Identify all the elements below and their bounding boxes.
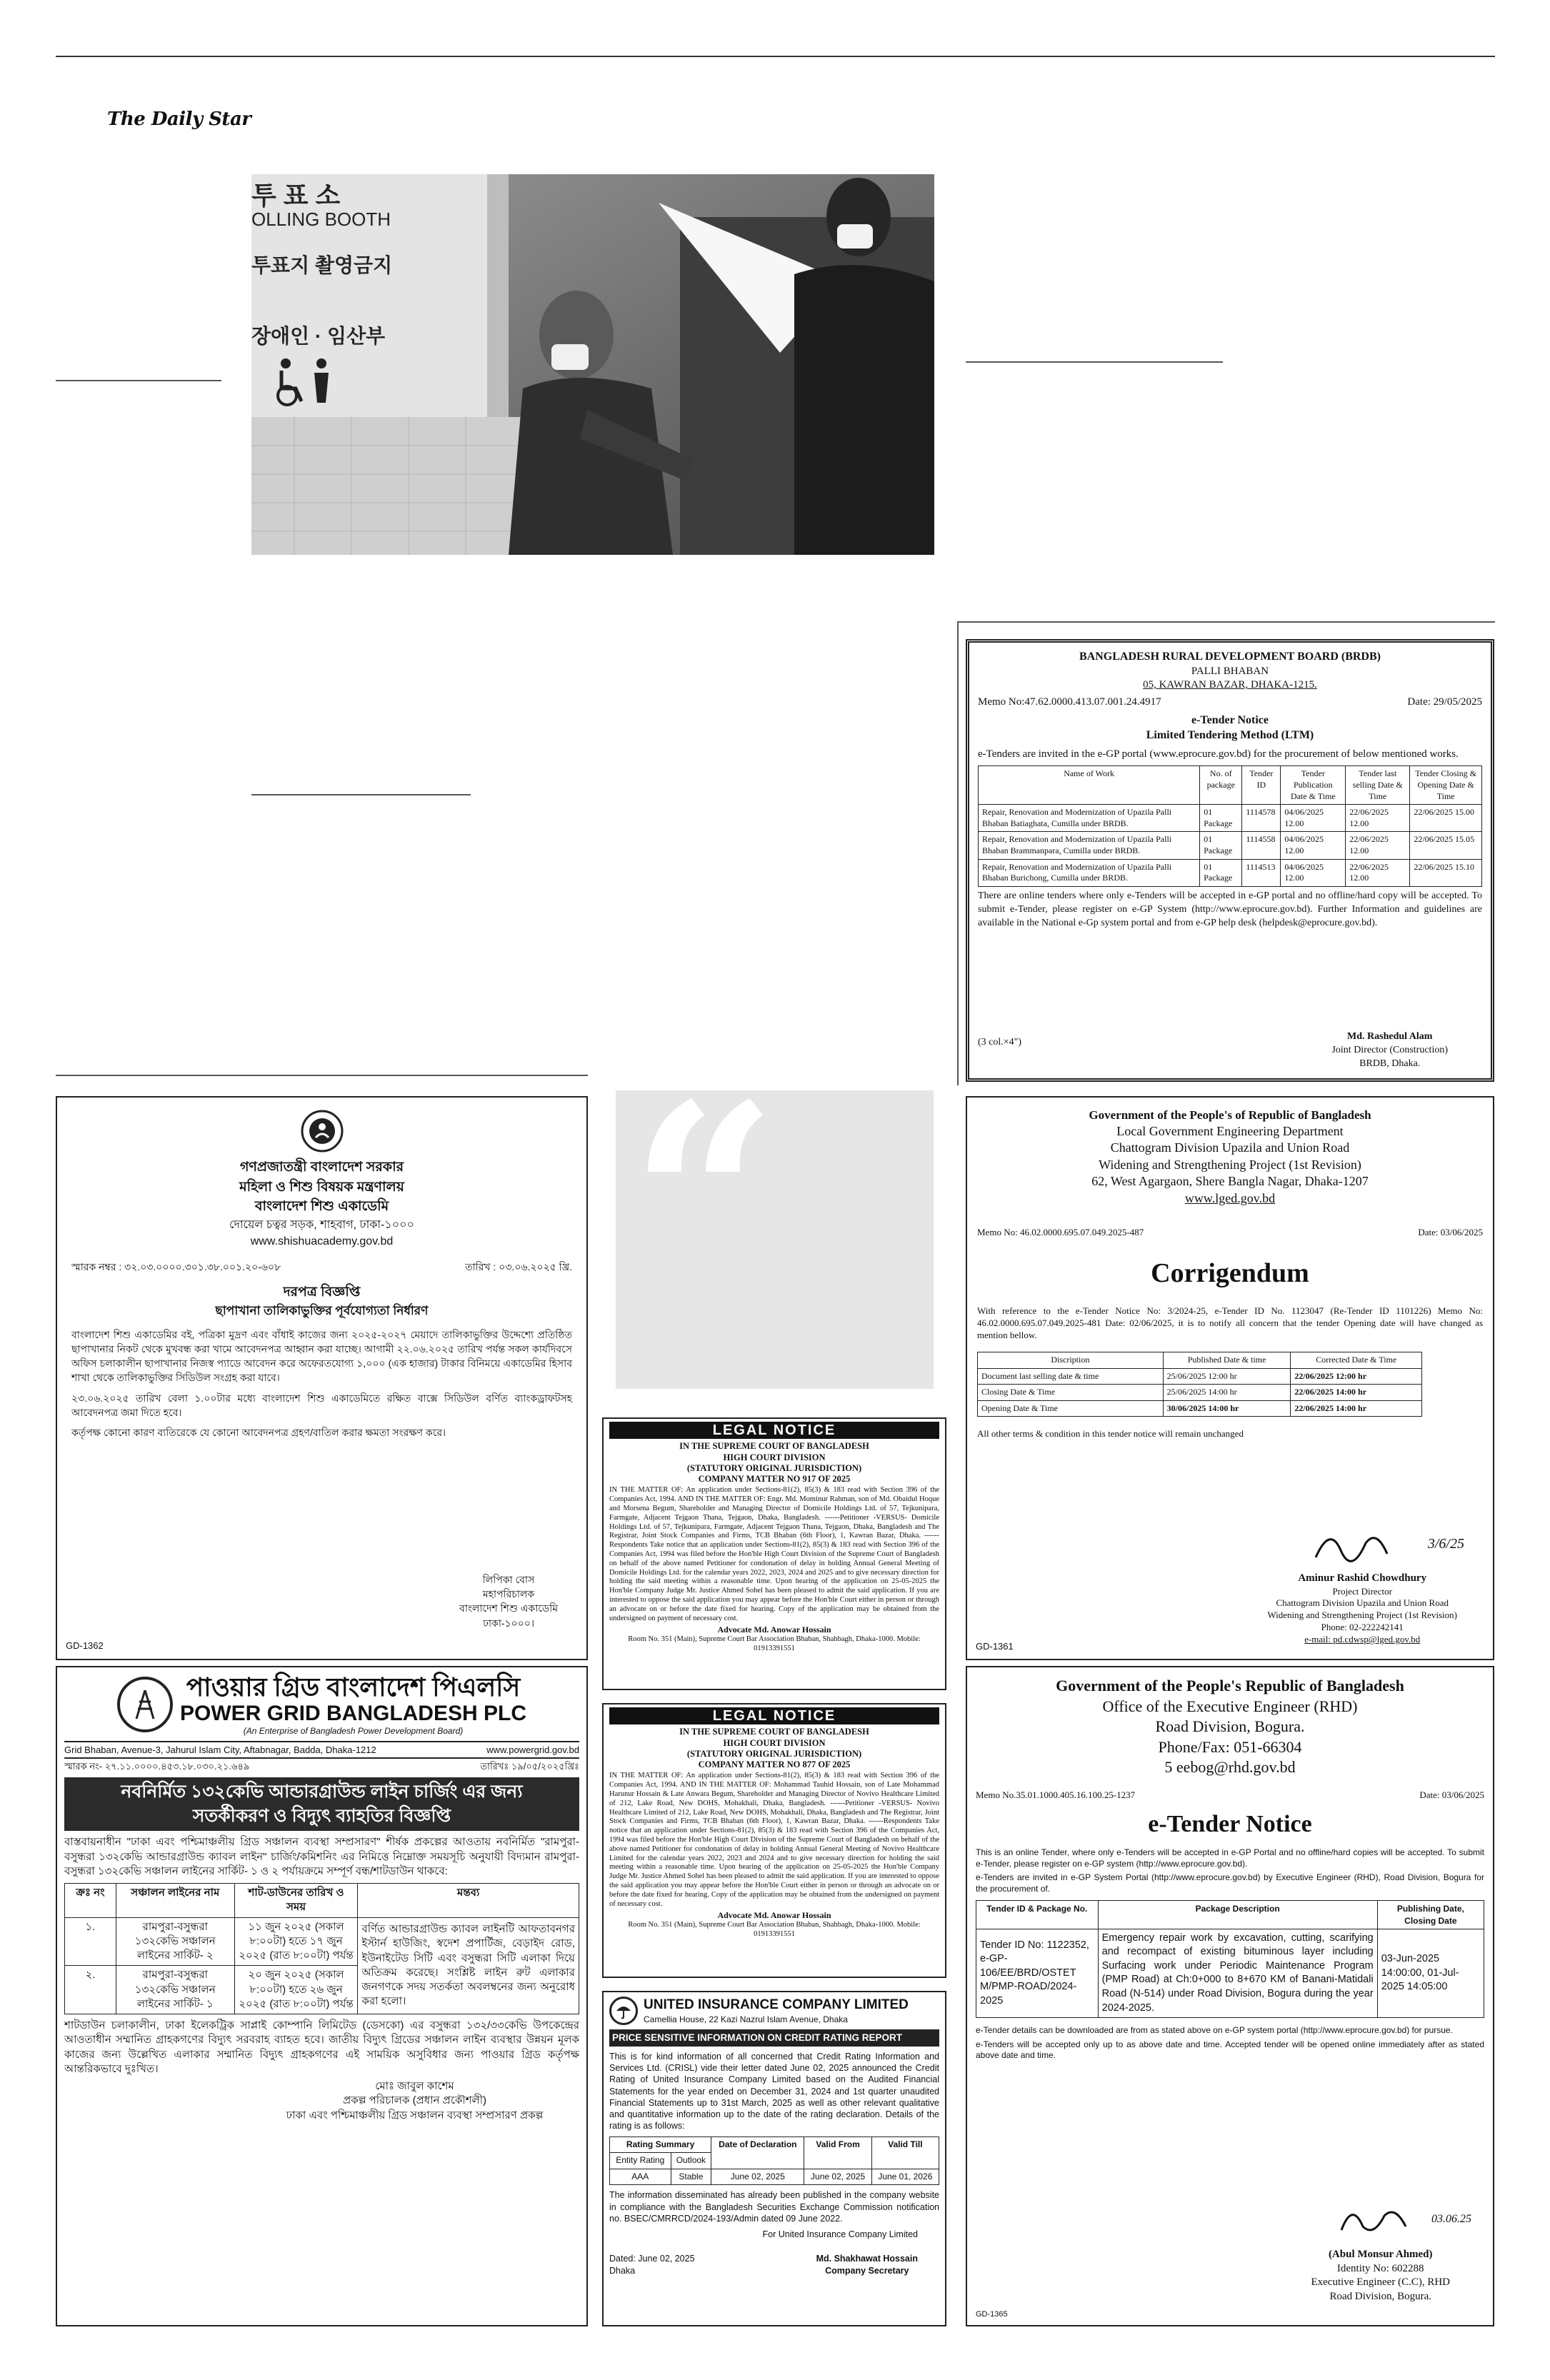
- uicl-place: Dhaka: [609, 2265, 636, 2276]
- brdb-date: Date: 29/05/2025: [1407, 696, 1482, 708]
- rhd-sign-t1: Executive Engineer (C.C), RHD: [1311, 2276, 1450, 2288]
- lged-table: [977, 1352, 1422, 1417]
- legal1-addr: Room No. 351 (Main), Supreme Court Bar Association Bhaban, Shahbagh, Dhaka-1000. Mobile: 01913391551: [628, 1635, 921, 1652]
- table-header: Tender ID: [1242, 766, 1281, 805]
- pgcb-memo: স্মারক নং- ২৭.১১.০০০০.৪৫৩.১৮.০৩০.২১.৬৪৯: [64, 1761, 250, 1772]
- shishu-memo: স্মারক নম্বর : ৩২.০৩.০০০০.৩০১.৩৮.০০১.২০-৬০৮: [71, 1261, 281, 1273]
- legal2-adv: Advocate Md. Anowar Hossain: [717, 1910, 831, 1921]
- shishu-line5: www.shishuacademy.gov.bd: [250, 1235, 394, 1247]
- table-header: শাট-ডাউনের তারিখ ও সময়: [234, 1884, 358, 1918]
- rhd-signature: [1311, 2198, 1471, 2248]
- brdb-title1: e-Tender Notice: [1191, 714, 1269, 727]
- table-header-row: [65, 1884, 579, 1918]
- table-cell: Repair, Renovation and Modernization of Upazila Palli Bhaban Burichong, Cumilla under BRDB.: [979, 859, 1200, 886]
- power-grid-notice: [56, 1666, 588, 2326]
- table-header: মন্তব্য: [358, 1884, 579, 1918]
- table-cell: June 01, 2026: [871, 2169, 939, 2185]
- rhd-sign-date: 03.06.25: [1431, 2213, 1471, 2225]
- sign-booth-en: OLLING BOOTH: [251, 209, 391, 230]
- uicl-dated: Dated: June 02, 2025: [609, 2254, 695, 2264]
- shishu-academy-notice: [56, 1096, 588, 1660]
- rhd-l3: Road Division, Bogura.: [1155, 1717, 1305, 1736]
- lged-l1: Government of the People's of Republic of Bangladesh: [1089, 1108, 1371, 1122]
- lged-l4: Widening and Strengthening Project (1st Revision): [1099, 1157, 1361, 1172]
- table-cell: 04/06/2025 12.00: [1281, 805, 1346, 832]
- pgcb-web[interactable]: www.powergrid.gov.bd: [486, 1744, 579, 1755]
- shishu-date: তারিখ : ০৩.০৬.২০২৫ খ্রি.: [465, 1261, 572, 1273]
- table-row: [976, 1929, 1484, 2017]
- table-cell: Repair, Renovation and Modernization of Upazila Palli Bhaban Batiaghata, Cumilla under BRDB.: [979, 805, 1200, 832]
- pgcb-date: তারিখঃ ১৯/০৫/২০২৫খ্রিঃ: [480, 1761, 579, 1772]
- legal2-addr: Room No. 351 (Main), Supreme Court Bar Association Bhaban, Shahbagh, Dhaka-1000. Mobile: 01913391551: [628, 1920, 921, 1938]
- shishu-p3: কর্তৃপক্ষ কোনো কারণ ব্যতিরেকে যে কোনো আবেদনপত্র গ্রহণ/বাতিল করার ক্ষমতা সংরক্ষণ করে।: [71, 1427, 446, 1439]
- signature-icon: [1334, 2198, 1427, 2244]
- brdb-sign-org: BRDB, Dhaka.: [1359, 1058, 1421, 1070]
- legal2-h2: HIGH COURT DIVISION: [723, 1737, 826, 1748]
- table-cell: Closing Date & Time: [978, 1385, 1164, 1401]
- brdb-intro: e-Tenders are invited in the e-GP portal (www.eprocure.gov.bd) for the procurement of below mentioned works.: [978, 748, 1459, 760]
- rhd-l4: Phone/Fax: 051-66304: [1158, 1737, 1302, 1756]
- shishu-p2: ২৩.০৬.২০২৫ তারিখ বেলা ১.০০টার মধ্যে বাংলাদেশ শিশু একাডেমিতে রক্ষিত বাক্সে সিডিউল বর্ণিত ব্যাংকড্রাফটসহ আবেদনপত্র জমা দিতে হবে।: [71, 1392, 572, 1418]
- brdb-table: [978, 765, 1482, 886]
- lged-sign-date: 3/6/25: [1427, 1536, 1464, 1552]
- umbrella-icon: [615, 2002, 632, 2019]
- uicl-addr: Camellia House, 22 Kazi Nazrul Islam Avenue, Dhaka: [644, 2014, 848, 2024]
- table-cell: Emergency repair work by excavation, cutting, scarifying and recompact of existing bituminous layer including Surfacing work under Periodic Maintenance Program (PMP Road) at Ch:0+000 to 8+670 KM of Banani-Matidali Road (N-514) under Road Division, Bogura during the year 2024-2025.: [1098, 1929, 1377, 2017]
- pgcb-sub: (An Enterprise of Bangladesh Power Development Board): [243, 1725, 464, 1736]
- legal2-h4: COMPANY MATTER NO 877 OF 2025: [698, 1759, 851, 1770]
- table-header: Rating Summary: [610, 2137, 711, 2153]
- uicl-body2: The information disseminated has already been published in the company website in compliance with the Bangladesh Securities Exchange Commission notification no. BSEC/CMRRCD/2024-193/Admin dated 09 June 2022.: [609, 2190, 939, 2224]
- brdb-tender-notice: [966, 639, 1494, 1082]
- pgcb-closing: শাটডাউন চলাকালীন, ঢাকা ইলেকট্রিক সাপ্লাই কোম্পানি লিমিটেড (ডেসকো) এর বসুন্ধরা ১৩২/৩৩কেভি উপকেন্দ্রের আওতাধীন সম্মানিত গ্রাহকগণের বিদ্যুৎ সরবরাহ ব্যাহত হবে। জাতীয় বিদ্যুৎ গ্রিডের সঞ্চালন লাইন ব্যবস্থার উন্নয়ন মূলক কাজের জন্য উল্লেখিত এলাকার সম্মানিত বিদ্যুৎ গ্রাহকগণের এই সাময়িক অসুবিধার জন্য পাওয়ার গ্রিড কর্তৃপক্ষ আন্তরিকভাবে দুঃখিত।: [64, 2019, 579, 2075]
- shishu-line2: মহিলা ও শিশু বিষয়ক মন্ত্রণালয়: [239, 1179, 404, 1195]
- shishu-sign4: ঢাকা-১০০০।: [483, 1617, 534, 1629]
- shishu-sign1: লিপিকা বোস: [482, 1573, 535, 1585]
- pgcb-intro: বাস্তবায়নাধীন "ঢাকা এবং পশ্চিমাঞ্চলীয় গ্রিড সঞ্চালন ব্যবস্থা সম্প্রসারণ" শীর্ষক প্রকল্পের আওতায় নবনির্মিত "রামপুরা-বসুন্ধরা ১৩২কেভি আন্ডারগ্রাউন্ড ক্যাবল লাইন" চার্জিং/কমিশনিং এর নিমিত্তে নিম্নোক্ত সময়সূচি অনুযায়ী বিদ্যমান রামপুরা-বসুন্ধরা ১৩২কেভি সঞ্চালন লাইনের সার্কিট- ১ ও ২ পর্যায়ক্রমে সম্পূর্ণ বন্ধ/শাটডাউন থাকবে:: [64, 1836, 579, 1877]
- lged-sign-t1: Project Director: [1332, 1585, 1392, 1597]
- table-cell: 03-Jun-2025 14:00:00, 01-Jul-2025 14:05:00: [1377, 1929, 1484, 2017]
- tower-icon: [128, 1687, 162, 1722]
- table-row: [610, 2169, 939, 2185]
- table-header: Tender ID & Package No.: [976, 1901, 1099, 1929]
- rhd-sign-id: Identity No: 602288: [1336, 2262, 1424, 2274]
- pgcb-sign3: ঢাকা এবং পশ্চিমাঞ্চলীয় গ্রিড সঞ্চালন ব্যবস্থা সম্প্রসারণ প্রকল্প: [286, 2109, 544, 2122]
- top-rule: [56, 56, 1495, 57]
- quote-graphic: [616, 1048, 934, 1389]
- uicl-sign-title: Company Secretary: [825, 2265, 909, 2276]
- uicl-sign-name: Md. Shakhawat Hossain: [816, 2254, 918, 2264]
- brdb-size: (3 col.×4"): [978, 1037, 1022, 1048]
- legal-banner-1: LEGAL NOTICE: [609, 1422, 939, 1439]
- rule-mid: [251, 794, 471, 795]
- brdb-org: BANGLADESH RURAL DEVELOPMENT BOARD (BRDB): [1079, 651, 1381, 663]
- table-header: Corrected Date & Time: [1291, 1352, 1422, 1369]
- table-row: [978, 1368, 1422, 1385]
- legal1-h1: IN THE SUPREME COURT OF BANGLADESH: [679, 1441, 869, 1452]
- legal1-h4: COMPANY MATTER NO 917 OF 2025: [698, 1474, 851, 1485]
- rule-right: [966, 361, 1223, 363]
- lged-sign-phone: Phone: 02-222242141: [1321, 1622, 1404, 1633]
- lged-memo: Memo No: 46.02.0000.695.07.049.2025-487: [977, 1227, 1144, 1238]
- rhd-l1: Government of the People's Republic of Bangladesh: [1056, 1677, 1404, 1694]
- table-cell: Opening Date & Time: [978, 1400, 1164, 1417]
- table-cell: ১.: [65, 1917, 116, 1966]
- table-cell: 22/06/2025 14:00 hr: [1291, 1385, 1422, 1401]
- table-header-row: [976, 1901, 1484, 1929]
- table-header: Tender last selling Date & Time: [1346, 766, 1410, 805]
- legal1-h2: HIGH COURT DIVISION: [723, 1452, 826, 1462]
- lged-sign-email[interactable]: e-mail: pd.cdwsp@lged.gov.bd: [1304, 1634, 1421, 1645]
- table-header: Tender Publication Date & Time: [1281, 766, 1346, 805]
- table-cell: AAA: [610, 2169, 671, 2185]
- table-row: [978, 1385, 1422, 1401]
- pgcb-addr: Grid Bhaban, Avenue-3, Jahurul Islam City, Aftabnagar, Badda, Dhaka-1212: [64, 1744, 376, 1755]
- uicl-body: This is for kind information of all concerned that Credit Rating Information and Services Ltd. (CRISL) vide their letter dated June 02, 2025 announced the Credit Rating of United Insurance Company Limited based on the Audited Financial Statements for the year ended on December 31, 2024 and 1st quarter unaudited Financial Statements up to 31st March, 2025 as well as other relevant qualitative and quantitative information up to the date of the rating declaration. Details of the rating is as follows:: [609, 2051, 939, 2132]
- rhd-tender-notice: [966, 1666, 1494, 2326]
- pgcb-table: [64, 1883, 579, 2014]
- brdb-line3: 05, KAWRAN BAZAR, DHAKA-1215.: [1143, 679, 1317, 691]
- lged-code: GD-1361: [976, 1641, 1014, 1652]
- table-header-row: [979, 766, 1482, 805]
- table-header: Tender Closing & Opening Date & Time: [1410, 766, 1482, 805]
- table-cell: 25/06/2025 12:00 hr: [1163, 1368, 1291, 1385]
- table-cell: ২০ জুন ২০২৫ (সকাল ৮:০০টা) হতে ২৬ জুন ২০২৫ (রাত ৮:০০টা) পর্যন্ত: [234, 1966, 358, 2014]
- sign-disabled: 장애인 · 임산부: [251, 325, 386, 347]
- shishu-code: GD-1362: [66, 1640, 104, 1652]
- rhd-table: [976, 1900, 1484, 2018]
- table-cell: 22/06/2025 15.00: [1410, 805, 1482, 832]
- shishu-line4: দোয়েল চত্বর সড়ক, শাহবাগ, ঢাকা-১০০০: [229, 1218, 414, 1231]
- polling-booth-image: [251, 174, 934, 555]
- legal-notice-2: [602, 1703, 946, 1978]
- lged-p1: With reference to the e-Tender Notice No: 3/2024-25, e-Tender ID No. 1123047 (Re-Tender ID 1101226) Memo No: 46.02.0000.695.07.049.2025-481 Date: 02/06/2025, it is to notify all concern that the tender Opening date will have changed as mention bellow.: [977, 1305, 1483, 1341]
- pgcb-title1: নবনির্মিত ১৩২কেভি আন্ডারগ্রাউন্ড লাইন চার্জিং এর জন্য: [121, 1781, 523, 1802]
- table-header: Discription: [978, 1352, 1164, 1369]
- uicl-strip: PRICE SENSITIVE INFORMATION ON CREDIT RATING REPORT: [609, 2029, 939, 2047]
- table-cell: 22/06/2025 15.10: [1410, 859, 1482, 886]
- uicl-logo-icon: [609, 1997, 638, 2025]
- legal-banner-2: LEGAL NOTICE: [609, 1707, 939, 1724]
- legal-notice-1: [602, 1417, 946, 1690]
- table-row: [65, 1917, 579, 1966]
- table-cell: 30/06/2025 14:00 hr: [1163, 1400, 1291, 1417]
- lged-l6[interactable]: www.lged.gov.bd: [1184, 1190, 1276, 1205]
- table-cell: 01 Package: [1200, 805, 1242, 832]
- rhd-p4: e-Tenders will be accepted only up to as above date and time. Accepted tender will be opened online immediately after as stated above date and time.: [976, 2039, 1484, 2061]
- legal2-h3: (STATUTORY ORIGINAL JURISDICTION): [686, 1748, 862, 1759]
- lged-date: Date: 03/06/2025: [1418, 1227, 1483, 1238]
- rhd-p3: e-Tender details can be downloaded are from as stated above on e-GP system portal (http://www.eprocure.gov.bd) for pursue.: [976, 2025, 1453, 2036]
- table-cell: 1114558: [1242, 832, 1281, 859]
- rhd-l2: Office of the Executive Engineer (RHD): [1102, 1697, 1358, 1715]
- masthead: The Daily Star: [107, 109, 251, 130]
- legal2-body: IN THE MATTER OF: An application under Sections-81(2), 85(3) & 183 read with Section 396 of the Companies Act, 1994. AND IN THE MATTER OF: Mohammad Tauhid Hossain, son of Late Mohammad Harunur Hossain & Late Anwara Begum, Shareholder and Managing Director of Novivo Healthcare Limited of 212, Lake Road, New DOHS, Mohakhali, Dhaka, Bangladesh. ------Petitioner -VERSUS- Novivo Healthcare Limited of 212, Lake Road, New DOHS, Mohakhali, Dhaka, Bangladesh and The Registrar, Joint Stock Companies and Firms, TCB Bhaban (6th Floor), 1, Kawran Bazar, Dhaka. ------Respondents Take notice that an application under Sections-81(2), 85(3) & 183 read with Section 396 of the Companies Act, 1994 was filed before the Hon'ble High Court Division of the Supreme Court of Bangladesh on behalf of the above named Petitioner for condonation of delay in holding Annual General Meeting of Novivo Healthcare Limited for the calendar years 2022, 2023 and 2024 and to give necessary direction for holding the said meeting within a reasonable time. Upon hearing of the application on 25-05-2025 the Hon'ble Company Judge Mr. Justice Ahmed Sohel has been pleased to admit the said application. If you are interested to oppose the said application you may appear before the Hon'ble Court either in person or through an advocate on or before the date fixed for hearing. Copy of the application may be obtained from the undersigned on payment of necessary cost.: [609, 1772, 939, 1908]
- table-header: Date of Declaration: [711, 2137, 804, 2169]
- table-cell: রামপুরা-বসুন্ধরা ১৩২কেভি সঞ্চালন লাইনের সার্কিট- ২: [116, 1917, 235, 1966]
- lged-sign-name: Aminur Rashid Chowdhury: [1298, 1572, 1427, 1585]
- lged-l5: 62, West Agargaon, Shere Bangla Nagar, Dhaka-1207: [1091, 1174, 1369, 1189]
- pgcb-sign1: মোঃ জাবুল কাশেম: [375, 2080, 454, 2093]
- election-photo: [251, 174, 934, 555]
- table-cell: Document last selling date & time: [978, 1368, 1164, 1385]
- table-cell: 1114578: [1242, 805, 1281, 832]
- rhd-title: e-Tender Notice: [1148, 1810, 1312, 1837]
- uicl-name: UNITED INSURANCE COMPANY LIMITED: [644, 1997, 909, 2012]
- table-header: Publishing Date, Closing Date: [1377, 1901, 1484, 1929]
- table-row: [979, 832, 1482, 859]
- table-cell: 01 Package: [1200, 859, 1242, 886]
- table-header: No. of package: [1200, 766, 1242, 805]
- pgcb-bn-name: পাওয়ার গ্রিড বাংলাদেশ পিএলসি: [186, 1672, 521, 1702]
- rule-ads-right: [957, 621, 959, 1085]
- rule-ads-top: [56, 1075, 588, 1076]
- table-cell: 04/06/2025 12.00: [1281, 832, 1346, 859]
- table-cell: Stable: [671, 2169, 711, 2185]
- pgcb-title2: সতর্কীকরণ ও বিদ্যুৎ ব্যাহতির বিজ্ঞপ্তি: [192, 1805, 451, 1826]
- table-cell: June 02, 2025: [711, 2169, 804, 2185]
- table-cell: 22/06/2025 12.00: [1346, 805, 1410, 832]
- table-cell: 22/06/2025 14:00 hr: [1291, 1400, 1422, 1417]
- table-header: Valid From: [804, 2137, 871, 2169]
- pgcb-en-name: POWER GRID BANGLADESH PLC: [179, 1701, 526, 1725]
- rhd-memo: Memo No.35.01.1000.405.16.100.25-1237: [976, 1789, 1136, 1800]
- shishu-logo-icon: [300, 1109, 344, 1153]
- table-header: ক্রঃ নং: [65, 1884, 116, 1918]
- lged-signature: [1267, 1522, 1464, 1572]
- table-header-row: [978, 1352, 1422, 1369]
- uicl-for: For United Insurance Company Limited: [762, 2229, 918, 2240]
- table-cell: ১১ জুন ২০২৫ (সকাল ৮:০০টা) হতে ১৭ জুন ২০২৫ (রাত ৮:০০টা) পর্যন্ত: [234, 1917, 358, 1966]
- legal1-body: IN THE MATTER OF: An application under Sections-81(2), 85(3) & 183 read with Section 396 of the Companies Act, 1994. AND IN THE MATTER OF: Engr. Md. Mominur Rahman, son of Md. Obaidul Hoque and Morsena Begum, Shareholder and Managing Director of Domicile Holdings Ltd. of 57, Tejkunipara, Farmgate, Adjacent Tejgaon Thana, Tejgaon, Dhaka, Bangladesh. ------Petitioner -VERSUS- Domicile Holdings Ltd. of 57, Tejkunipara, Farmgate, Adjacent Tejgaon Thana, Tejgaon, Dhaka, Bangladesh and The Registrar, Joint Stock Companies and Firms, TCB Bhaban (6th Floor), 1, Kawran Bazar, Dhaka. ------Respondents Take notice that an application under Sections-81(2), 85(3) & 183 read with Section 396 of the Companies Act, 1994 was filed before the Hon'ble High Court Division of the Supreme Court of Bangladesh on behalf of the above named Petitioner for condonation of delay in holding Annual General Meeting of Domicile Holdings Ltd. for the calendar years 2022, 2023, 2024 and 2025 and to give necessary direction for holding the said meeting within a reasonable time. Upon hearing of the application on 25-05-2025 the Hon'ble Company Judge Mr. Justice Ahmed Sohel has been pleased to admit the said application. If you are interested to oppose the said application you may appear before the Hon'ble Court either in person or through an advocate on or before the date fixed for hearing. Copy of the application may be obtained from the undersigned on payment of necessary cost.: [609, 1486, 939, 1622]
- table-row: [978, 1400, 1422, 1417]
- sign-no-photo: 투표지 촬영금지: [251, 254, 393, 276]
- lged-sign-t2: Chattogram Division Upazila and Union Road: [1276, 1597, 1449, 1609]
- shishu-line1: গণপ্রজাতন্ত্রী বাংলাদেশ সরকার: [239, 1160, 404, 1175]
- table-header: Published Date & time: [1163, 1352, 1291, 1369]
- uicl-rating-table: [609, 2137, 939, 2186]
- rhd-p2: e-Tenders are invited in e-GP System Portal (http://www.eprocure.gov.bd) by Executive Engineer (RHD), Road Division, Bogura for the procurement of.: [976, 1872, 1484, 1894]
- lged-l2: Local Government Engineering Department: [1116, 1124, 1344, 1139]
- lged-p2: All other terms & condition in this tender notice will remain unchanged: [977, 1428, 1244, 1440]
- quote-mark-icon: “: [630, 1048, 779, 1350]
- table-row: [979, 805, 1482, 832]
- shishu-line3: বাংলাদেশ শিশু একাডেমি: [254, 1199, 389, 1215]
- table-header: Entity Rating: [610, 2153, 671, 2169]
- rhd-sign-name: (Abul Monsur Ahmed): [1328, 2249, 1433, 2260]
- table-cell: Tender ID No: 1122352, e-GP-106/EE/BRD/OSTET M/PMP-ROAD/2024-2025: [976, 1929, 1099, 2017]
- table-cell: 22/06/2025 12:00 hr: [1291, 1368, 1422, 1385]
- lged-corrigendum: [966, 1096, 1494, 1660]
- rule-ads-right-top: [957, 621, 1495, 623]
- table-cell: 22/06/2025 15.05: [1410, 832, 1482, 859]
- table-header: Valid Till: [871, 2137, 939, 2169]
- table-cell: 25/06/2025 14:00 hr: [1163, 1385, 1291, 1401]
- table-cell: ২.: [65, 1966, 116, 2014]
- rule-left: [56, 380, 221, 381]
- rhd-code: GD-1365: [976, 2309, 1008, 2319]
- brdb-footer: There are online tenders where only e-Tenders will be accepted in e-GP portal and no offline/hard copy will be accepted. To submit e-Tender, please register on e-GP System (http://www.eprocure.gov.bd). Further Information and guidelines are available in the National e-Gp system portal and from e-GP help desk (helpdesk@eprocure.gov.bd).: [978, 890, 1482, 928]
- shishu-title: দরপত্র বিজ্ঞপ্তি: [283, 1285, 361, 1300]
- table-header: Outlook: [671, 2153, 711, 2169]
- table-cell: 22/06/2025 12.00: [1346, 832, 1410, 859]
- table-row: [979, 859, 1482, 886]
- brdb-title2: Limited Tendering Method (LTM): [1146, 729, 1314, 742]
- legal1-h3: (STATUTORY ORIGINAL JURISDICTION): [686, 1462, 862, 1473]
- pgcb-sign2: প্রকল্প পরিচালক (প্রধান প্রকৌশলী): [343, 2094, 486, 2107]
- pgcb-title-box: [64, 1777, 579, 1832]
- table-cell: Repair, Renovation and Modernization of Upazila Palli Bhaban Brammanpara, Cumilla under BRDB.: [979, 832, 1200, 859]
- shishu-subtitle: ছাপাখানা তালিকাভুক্তির পূর্বযোগ্যতা নির্ধারণ: [215, 1303, 429, 1317]
- table-header-row: [610, 2137, 939, 2153]
- brdb-memo: Memo No:47.62.0000.413.07.001.24.4917: [978, 696, 1161, 708]
- table-cell: 01 Package: [1200, 832, 1242, 859]
- rhd-l5[interactable]: 5 eebog@rhd.gov.bd: [1164, 1758, 1296, 1777]
- rhd-date: Date: 03/06/2025: [1419, 1789, 1484, 1800]
- lged-l3: Chattogram Division Upazila and Union Road: [1110, 1140, 1350, 1155]
- table-cell: বর্ণিত আন্ডারগ্রাউন্ড ক্যাবল লাইনটি আফতাবনগর ইস্টার্ন হাউজিং, স্বদেশ প্রপার্টিজ, বেড়াইদ রোড, ইউনাইটেড সিটি এবং বসুন্ধরা সিটি এলাকা দিয়ে অতিক্রম করেছে। সংশ্লিষ্ট লাইন রুট এলাকার জনগণকে সদয় সতর্কতা অবলম্বনের জন্য অনুরোধ করা হলো।: [358, 1917, 579, 2014]
- table-header: Name of Work: [979, 766, 1200, 805]
- brdb-line2: PALLI BHABAN: [1191, 665, 1269, 677]
- united-insurance-notice: [602, 1991, 946, 2326]
- shishu-sign3: বাংলাদেশ শিশু একাডেমি: [459, 1602, 558, 1615]
- shishu-sign2: মহাপরিচালক: [482, 1588, 535, 1600]
- sign-booth-ko: 투 표 소: [251, 181, 341, 210]
- shishu-emblem: [300, 1109, 344, 1153]
- signature-icon: [1309, 1522, 1416, 1567]
- pgcb-logo-icon: [117, 1677, 173, 1732]
- brdb-sign-name: Md. Rashedul Alam: [1347, 1031, 1433, 1043]
- table-header: সঞ্চালন লাইনের নাম: [116, 1884, 235, 1918]
- legal1-adv: Advocate Md. Anowar Hossain: [717, 1625, 831, 1635]
- rhd-p1: This is an online Tender, where only e-Tenders will be accepted in e-GP Portal and no offline/hard copies will be accepted. To submit e-Tender, please register on e-GP system (http://www.eprocure.gov.bd).: [976, 1847, 1484, 1869]
- table-cell: 22/06/2025 12.00: [1346, 859, 1410, 886]
- table-cell: 1114513: [1242, 859, 1281, 886]
- shishu-p1: বাংলাদেশ শিশু একাডেমির বই, পত্রিকা মুদ্রণ এবং বাঁধাই কাজের জন্য ২০২৫-২০২৭ মেয়াদে তালিকাভুক্তির উদ্দেশ্যে প্রতিষ্ঠিত ছাপাখানার নিকট থেকে মুখবন্ধ করা খামে আবেদনপত্র আহ্বান করা যাচ্ছে। আগামী ২২.০৬.২০২৫ তারিখ পর্যন্ত সকল কার্যদিবসে অফিস চলাকালীন ছাপাখানার নিজস্ব প্যাডে আবেদন করে অফেরতযোগ্য ১,০০০ (এক হাজার) টাকার বিনিময়ে একাডেমির হিসাব শাখা থেকে তালিকাভুক্তির সিডিউল সংগ্রহ করা যাবে।: [71, 1328, 572, 1384]
- brdb-sign-title: Joint Director (Construction): [1331, 1045, 1448, 1056]
- table-cell: 04/06/2025 12.00: [1281, 859, 1346, 886]
- lged-sign-t3: Widening and Strengthening Project (1st Revision): [1267, 1610, 1457, 1621]
- table-cell: June 02, 2025: [804, 2169, 871, 2185]
- table-header: Package Description: [1098, 1901, 1377, 1929]
- lged-title: Corrigendum: [1151, 1257, 1309, 1288]
- legal2-h1: IN THE SUPREME COURT OF BANGLADESH: [679, 1727, 869, 1737]
- rhd-sign-t2: Road Division, Bogura.: [1329, 2290, 1431, 2302]
- table-cell: রামপুরা-বসুন্ধরা ১৩২কেভি সঞ্চালন লাইনের সার্কিট- ১: [116, 1966, 235, 2014]
